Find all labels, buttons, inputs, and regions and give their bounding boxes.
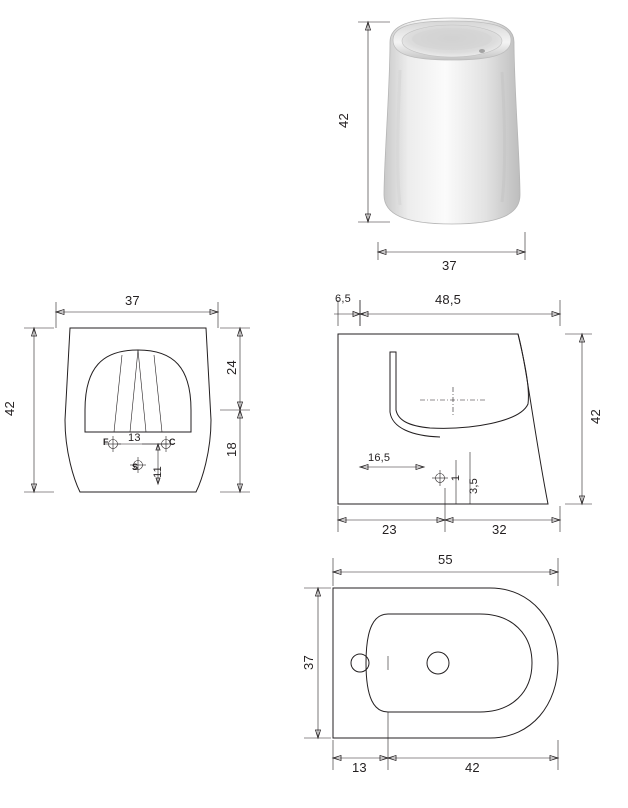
- top-width-label: 55: [438, 552, 453, 567]
- side-32-label: 32: [492, 522, 507, 537]
- side-16-5-label: 16,5: [368, 452, 391, 464]
- top-view: [300, 552, 610, 797]
- front-view: [1, 292, 270, 522]
- side-height-label: 42: [587, 409, 603, 424]
- front-lower-label: 18: [223, 442, 239, 457]
- side-view-outline: [338, 334, 548, 504]
- front-mark-f: F: [103, 437, 109, 447]
- top-13-label: 13: [352, 760, 367, 775]
- perspective-bidet-body: [384, 18, 520, 224]
- side-total-length-label: 48,5: [435, 292, 462, 307]
- side-3-5-label: 3,5: [467, 478, 480, 494]
- side-view-dimension-lines: [334, 300, 592, 532]
- front-upper-label: 24: [223, 360, 239, 375]
- perspective-width-label: 37: [442, 258, 457, 273]
- front-11-label: 11: [151, 466, 164, 478]
- top-view-outline: [333, 588, 558, 738]
- front-mark-s: S: [132, 462, 139, 472]
- front-mark-c: C: [169, 437, 176, 447]
- top-42-label: 42: [465, 760, 480, 775]
- front-13-label: 13: [128, 432, 141, 444]
- front-height-label: 42: [1, 401, 17, 416]
- side-view: [320, 292, 610, 537]
- side-offset-label: 6,5: [335, 293, 351, 305]
- side-1-label: 1: [450, 474, 463, 482]
- front-width-label: 37: [125, 293, 140, 308]
- side-23-label: 23: [382, 522, 397, 537]
- top-depth-label: 37: [300, 655, 316, 670]
- perspective-height-label: 42: [335, 113, 351, 128]
- perspective-view: [330, 10, 620, 280]
